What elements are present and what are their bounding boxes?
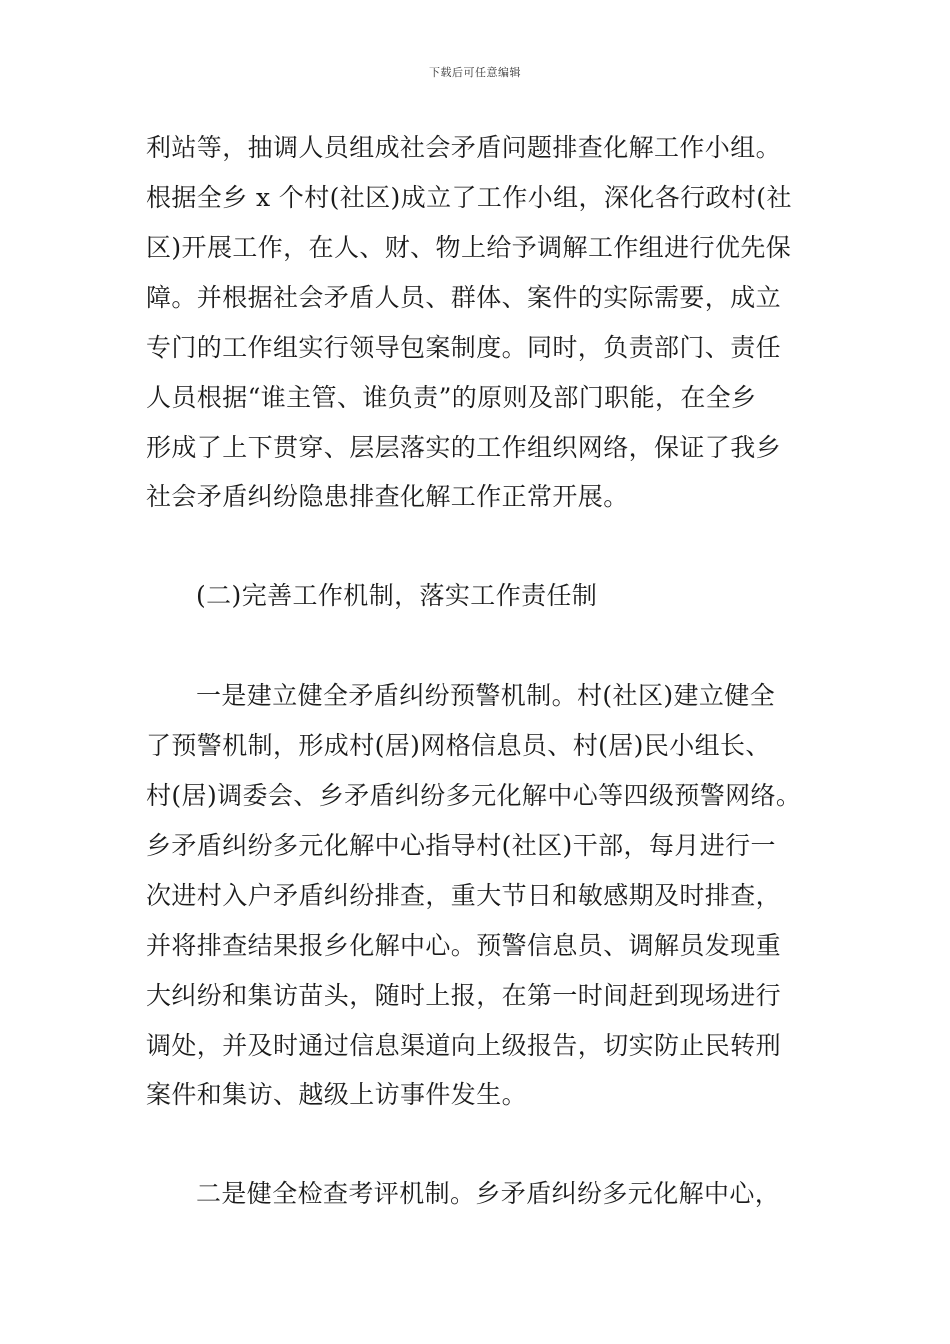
paragraph-1-line-7: 形成了上下贯穿、层层落实的工作组织网络，保证了我乡 bbox=[146, 433, 782, 462]
paragraph-3-line-1: 二是健全检查考评机制。乡矛盾纠纷多元化解中心， bbox=[196, 1179, 781, 1208]
paragraph-1-line-8: 社会矛盾纠纷隐患排查化解工作正常开展。 bbox=[146, 482, 629, 511]
paragraph-2-line-1: 一是建立健全矛盾纠纷预警机制。村(社区)建立健全 bbox=[196, 681, 776, 710]
paragraph-2-line-4: 乡矛盾纠纷多元化解中心指导村(社区)干部，每月进行一 bbox=[146, 831, 776, 860]
paragraph-2-line-8: 调处，并及时通过信息渠道向上级报告，切实防止民转刑 bbox=[146, 1031, 782, 1060]
paragraph-1-line-6: 人员根据“谁主管、谁负责”的原则及部门职能，在全乡 bbox=[146, 383, 757, 412]
paragraph-1-line-5: 专门的工作组实行领导包案制度。同时，负责部门、责任 bbox=[146, 333, 782, 362]
paragraph-2-line-6: 并将排查结果报乡化解中心。预警信息员、调解员发现重 bbox=[146, 931, 782, 960]
paragraph-2-line-2: 了预警机制，形成村(居)网格信息员、村(居)民小组长、 bbox=[146, 731, 771, 760]
paragraph-1-line-2: 根据全乡 x 个村(社区)成立了工作小组，深化各行政村(社 bbox=[146, 183, 792, 212]
paragraph-2-line-9: 案件和集访、越级上访事件发生。 bbox=[146, 1080, 528, 1109]
paragraph-1-line-4: 障。并根据社会矛盾人员、群体、案件的实际需要，成立 bbox=[146, 283, 782, 312]
paragraph-1-line-3: 区)开展工作，在人、财、物上给予调解工作组进行优先保 bbox=[146, 233, 792, 262]
section-heading: (二)完善工作机制，落实工作责任制 bbox=[196, 581, 598, 610]
paragraph-1-line-1: 利站等，抽调人员组成社会矛盾问题排查化解工作小组。 bbox=[146, 133, 782, 162]
paragraph-2-line-3: 村(居)调委会、乡矛盾纠纷多元化解中心等四级预警网络。 bbox=[146, 781, 802, 810]
paragraph-2-line-7: 大纠纷和集访苗头，随时上报，在第一时间赶到现场进行 bbox=[146, 981, 782, 1010]
page-header: 下载后可任意编辑 bbox=[429, 66, 521, 79]
paragraph-2-line-5: 次进村入户矛盾纠纷排查，重大节日和敏感期及时排查， bbox=[146, 881, 782, 910]
